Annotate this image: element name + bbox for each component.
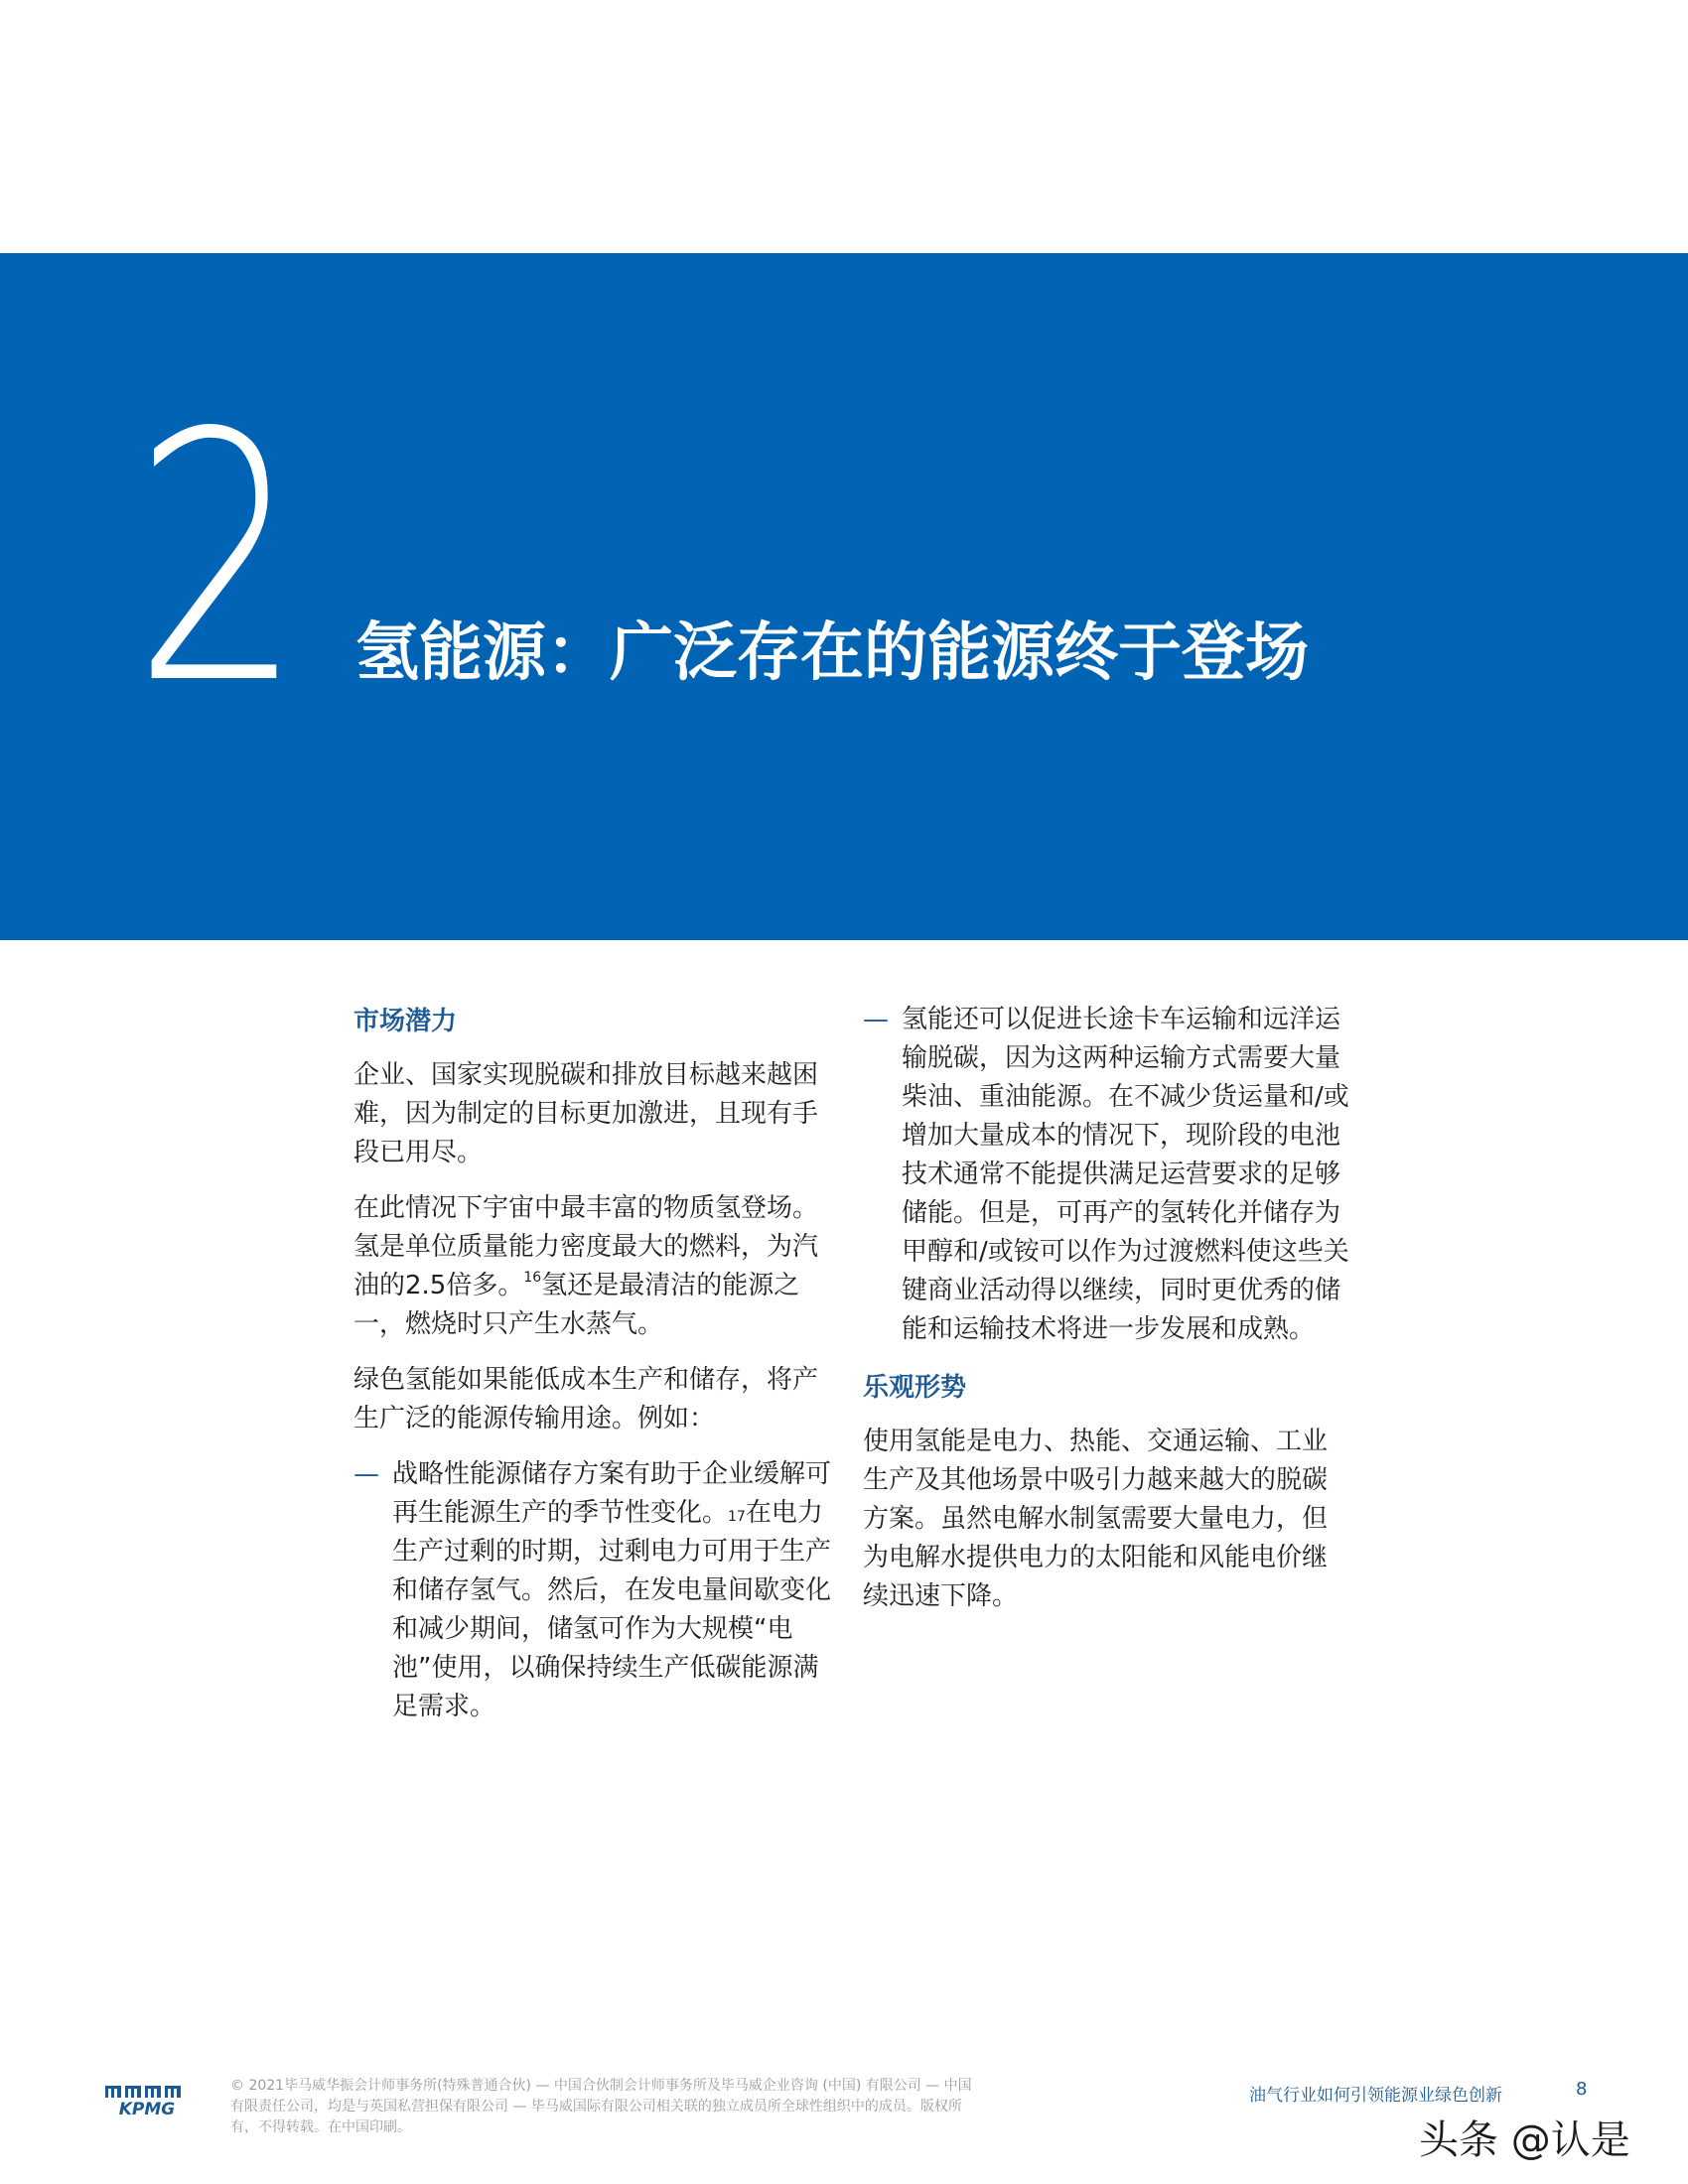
section-heading-market-potential: 市场潜力 <box>353 1007 458 1036</box>
section-heading-optimistic-outlook: 乐观形势 <box>863 1373 967 1403</box>
paragraph-green-hydrogen: 绿色氢能如果能低成本生产和储存，将产生广泛的能源传输用途。例如： <box>353 1365 819 1433</box>
paragraph-hydrogen-intro-part1: 在此情况下宇宙中最丰富的物质氢登场。氢是单位质量能力密度最大的燃料，为汽油的2.5倍多。 <box>353 1193 819 1300</box>
page-number: 8 <box>1576 2079 1588 2100</box>
paragraph-hydrogen-intro-part2: 氢还是最清洁的能源之一，燃烧时只产生水蒸气。 <box>353 1271 800 1339</box>
paragraph-hydrogen-adoption: 使用氢能是电力、热能、交通运输、工业生产及其他场景中吸引力越来越大的脱碳方案。虽然电解水制氢需要大量电力，但为电解水提供电力的太阳能和风能电价继续迅速下降。 <box>863 1427 1329 1611</box>
svg-text:KPMG: KPMG <box>118 2100 176 2116</box>
paragraph-decarbonization-difficulty: 企业、国家实现脱碳和排放目标越来越困难，因为制定的目标更加激进，且现有手段已用尽。 <box>353 1060 819 1167</box>
bullet-transport-decarbonization-text: 氢能还可以促进长途卡车运输和远洋运输脱碳，因为这两种运输方式需要大量柴油、重油能源。在不减少货运量和/或增加大量成本的情况下，现阶段的电池技术通常不能提供满足运营要求的足够储能。但是，可再产的氢转化并储存为甲醇和/或铵可以作为过渡燃料使这些关键商业活动得以继续，同时更优秀的储能和运输技术将进一步发展和成熟。 <box>902 1005 1349 1344</box>
bullet-transport-decarbonization <box>863 1001 1349 1349</box>
right-column <box>863 1001 1349 1616</box>
footnote-ref-17: 17 <box>728 1509 746 1525</box>
chapter-title: 氢能源：广泛存在的能源终于登场 <box>355 616 1309 690</box>
paragraph-hydrogen-intro <box>353 1189 840 1344</box>
footer-document-title: 油气行业如何引领能源业绿色创新 <box>1249 2086 1502 2106</box>
left-column <box>353 1003 840 1726</box>
bullet-dash: — <box>353 1459 379 1489</box>
footer-legal-notice: © 2021毕马威华振会计师事务所(特殊普通合伙) — 中国合伙制会计师事务所及毕马威企业咨询 (中国) 有限公司 — 中国有限责任公司，均是与英国私营担保有限公司 — 毕马威国际有限公司相关联的独立成员所全球性组织中的成员。版权所有，不得转载。在中国印刷。 <box>230 2078 972 2135</box>
bullet-strategic-storage-part1: 战略性能源储存方案有助于企业缓解可再生能源生产的季节性变化。 <box>392 1459 832 1528</box>
bullet-strategic-storage <box>353 1455 840 1726</box>
kpmg-logo <box>95 2086 199 2116</box>
bullet-strategic-storage-part2: 在电力生产过剩的时期，过剩电力可用于生产和储存氢气。然后，在发电量间歇变化和减少期间，储氢可作为大规模“电池”使用，以确保持续生产低碳能源满足需求。 <box>392 1498 832 1721</box>
footnote-ref-16: 16 <box>523 1270 542 1286</box>
watermark: 头条 @认是 <box>1419 2117 1630 2163</box>
bullet-dash: — <box>863 1005 889 1034</box>
chapter-number: 2 <box>133 361 297 759</box>
